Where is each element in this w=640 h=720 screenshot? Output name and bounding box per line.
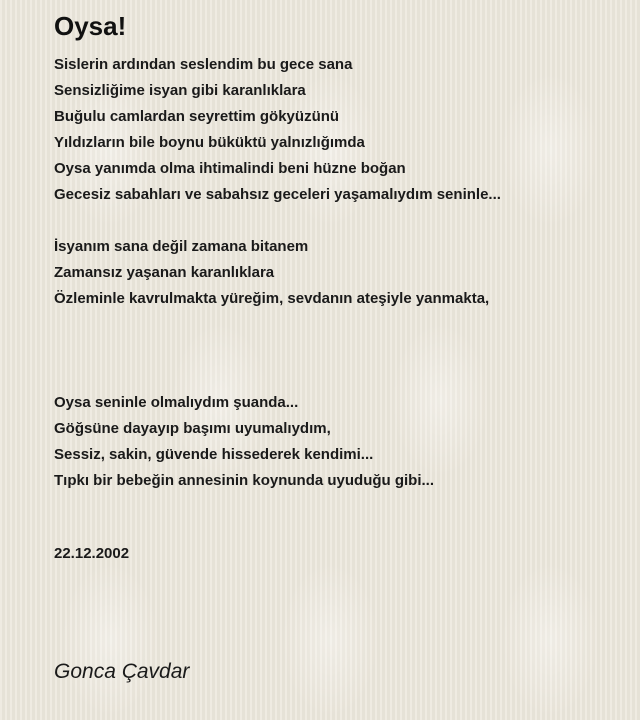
poem-date: 22.12.2002 <box>54 545 130 562</box>
stanza-gap <box>54 312 634 390</box>
poem-line: Gecesiz sabahları ve sabahsız geceleri yaşamalıydım seninle... <box>54 186 501 203</box>
poem-body <box>54 52 634 494</box>
stanza-gap <box>54 208 634 234</box>
poem-line: Zamansız yaşanan karanlıklara <box>54 264 275 281</box>
poem-line: Buğulu camlardan seyrettim gökyüzünü <box>54 108 340 125</box>
poem-line: Oysa yanımda olma ihtimalindi beni hüzne boğan <box>54 160 406 177</box>
poem-title: Oysa! <box>54 11 127 41</box>
stanza-2 <box>54 234 634 312</box>
poem-line: Yıldızların bile boynu büküktü yalnızlığımda <box>54 134 365 151</box>
poem-author: Gonca Çavdar <box>54 660 190 683</box>
poem-line: Sislerin ardından seslendim bu gece sana <box>54 56 353 73</box>
poem-line: Oysa seninle olmalıydım şuanda... <box>54 394 299 411</box>
stanza-1 <box>54 52 634 208</box>
poem-line: Sensizliğime isyan gibi karanlıklara <box>54 82 306 99</box>
poem-line: Tıpkı bir bebeğin annesinin koynunda uyuduğu gibi... <box>54 472 435 489</box>
poem-line: Göğsüne dayayıp başımı uyumalıydım, <box>54 420 331 437</box>
poem-line: Özleminle kavrulmakta yüreğim, sevdanın ateşiyle yanmakta, <box>54 290 490 307</box>
stanza-3 <box>54 390 634 494</box>
poem-line: Sessiz, sakin, güvende hissederek kendimi... <box>54 446 374 463</box>
poem-line: İsyanım sana değil zamana bitanem <box>54 238 309 255</box>
